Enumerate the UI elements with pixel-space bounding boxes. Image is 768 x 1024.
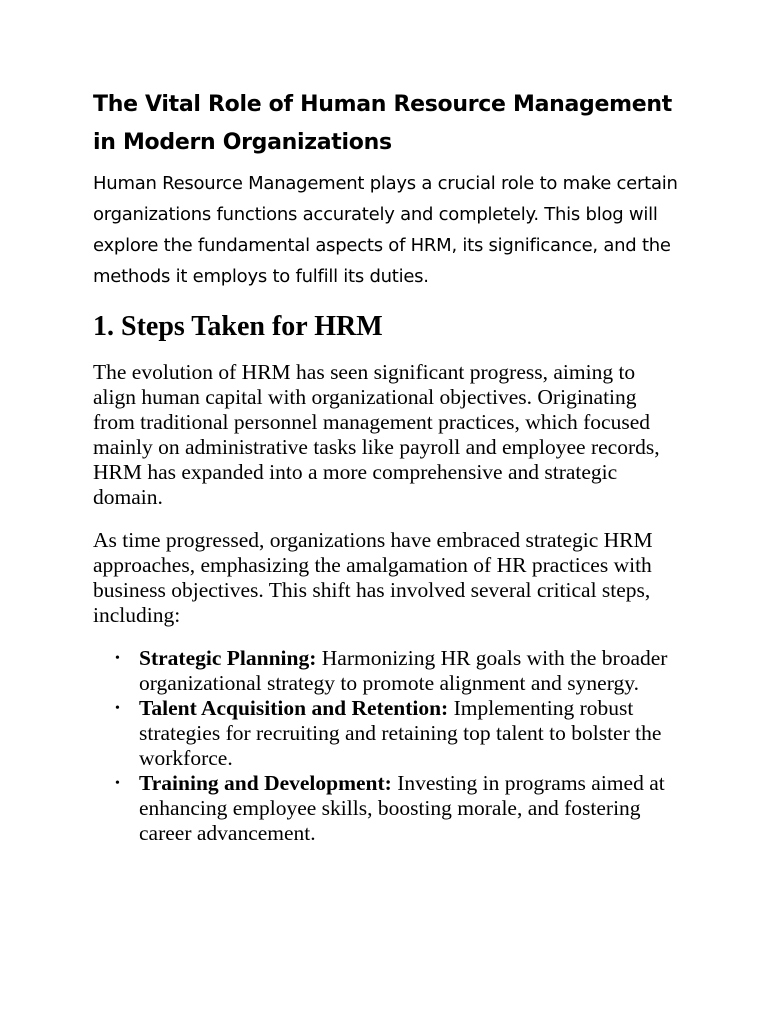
- bullet-text: Investing in programs aimed at enhancing employee skills, boosting morale, and fostering career advancement.: [139, 771, 665, 845]
- bullet-term: Talent Acquisition and Retention:: [139, 696, 449, 720]
- intro-paragraph: Human Resource Management plays a crucial role to make certain organizations functions accurately and completely. This blog will explore the fundamental aspects of HRM, its significance, and the methods it employs to fulfill its duties.: [93, 173, 678, 287]
- document-title: The Vital Role of Human Resource Management in Modern Organizations: [93, 92, 672, 155]
- list-item: [93, 646, 683, 696]
- bullet-term: Training and Development:: [139, 771, 392, 795]
- bullet-term: Strategic Planning:: [139, 646, 317, 670]
- section-heading: 1. Steps Taken for HRM: [93, 311, 383, 342]
- bullet-dot-icon: •: [115, 776, 120, 791]
- bullet-text: Implementing robust strategies for recruiting and retaining top talent to bolster the workforce.: [139, 696, 662, 770]
- body-paragraph: As time progressed, organizations have embraced strategic HRM approaches, emphasizing the amalgamation of HR practices with business objectives. This shift has involved several critical steps, including:: [93, 528, 653, 627]
- bullet-dot-icon: •: [115, 651, 120, 666]
- bullet-text: Harmonizing HR goals with the broader organizational strategy to promote alignment and synergy.: [139, 646, 668, 695]
- list-item: [93, 696, 683, 771]
- bullet-dot-icon: •: [115, 701, 120, 716]
- body-paragraph: The evolution of HRM has seen significant progress, aiming to align human capital with organizational objectives. Originating from traditional personnel management practices, which focused mainly on administrative tasks like payroll and employee records, HRM has expanded into a more comprehensive and strategic domain.: [93, 360, 660, 509]
- bullet-list: [93, 646, 683, 846]
- document-page: [93, 86, 683, 846]
- list-item: [93, 771, 683, 846]
